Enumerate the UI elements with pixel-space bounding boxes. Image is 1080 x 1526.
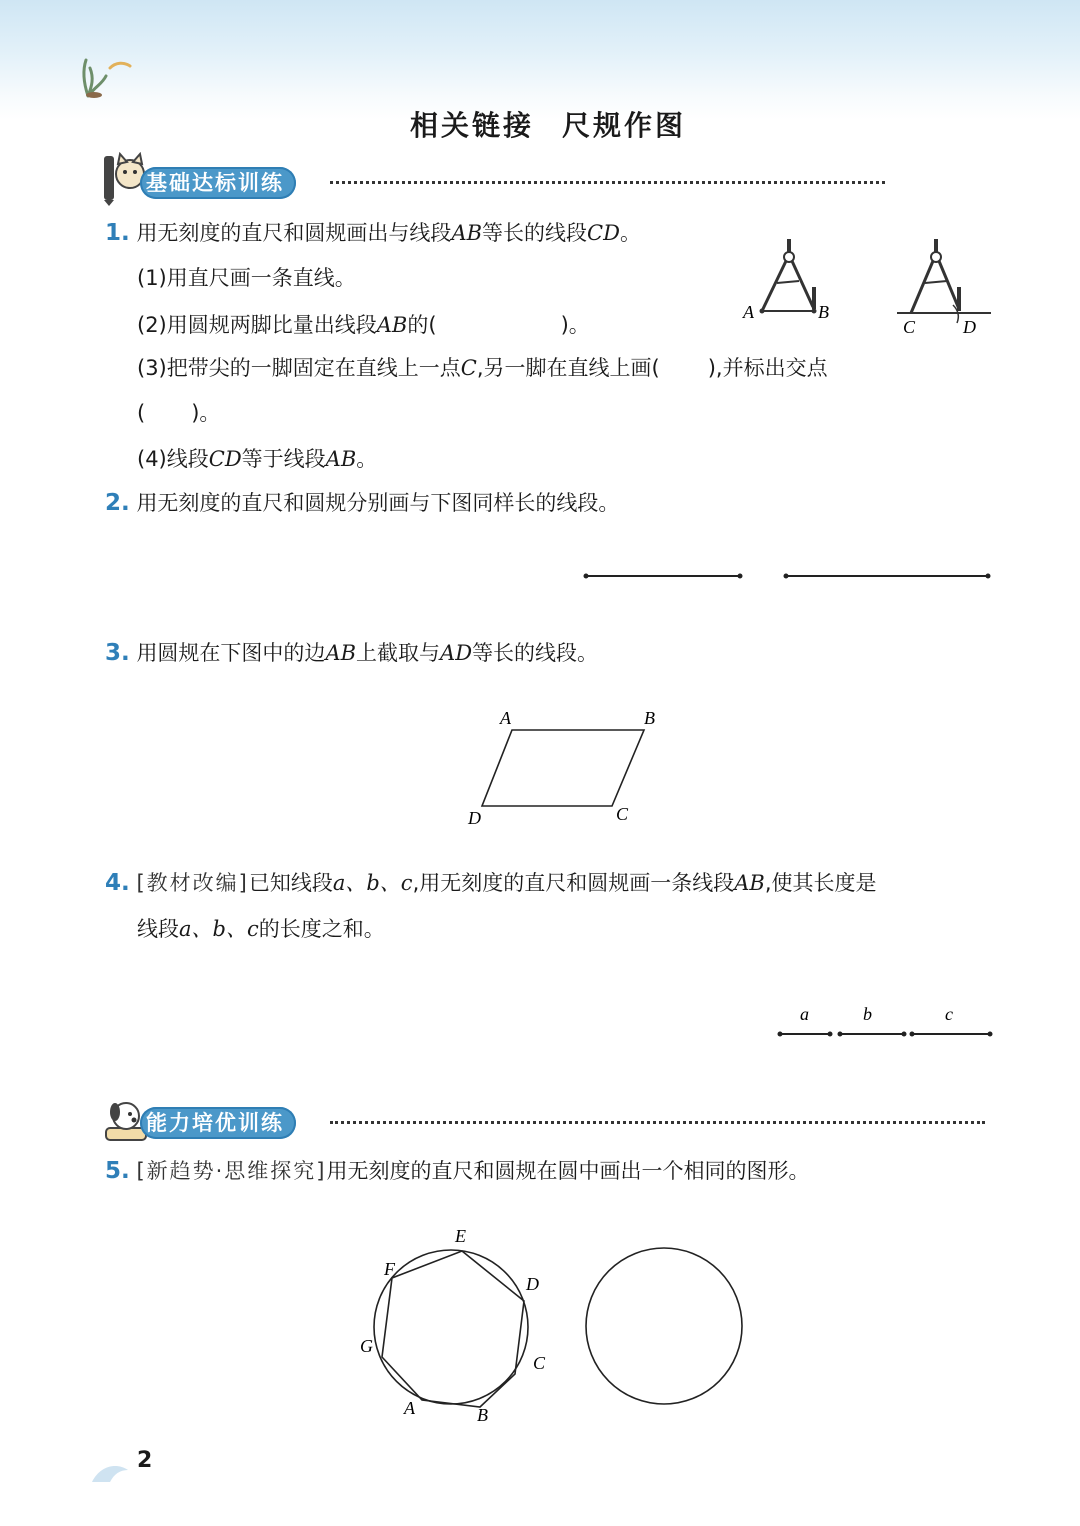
q4-line2-a: 线段 [137,917,179,941]
section2-badge: 能力培优训练 [140,1107,296,1139]
q3-label-b: B [644,708,655,728]
q5-blank-circle[interactable] [586,1248,742,1404]
q2-number: 2. [105,490,130,516]
q1-s3-b: ,另一脚在直线上画( [476,356,660,380]
q1-step1: (1)用直尺画一条直线。 [137,266,356,290]
compass-figure-ab [742,239,829,322]
q1-s2-c: )。 [560,313,590,337]
q4-tag: [教材改编] [136,871,249,895]
q4-number: 4. [105,870,130,896]
q4-abc1: a、b、c [332,871,413,895]
q4-text-c: ,使其长度是 [764,871,877,895]
q2-line [105,488,619,518]
q1-s2-b: 的( [407,313,437,337]
q3-text-a: 用圆规在下图中的边 [136,641,326,665]
q5-figures [350,1220,760,1430]
q3-label-d: D [468,808,481,828]
q5-number: 5. [105,1158,130,1184]
q1-fig-label-c: C [903,317,916,337]
section1-badge: 基础达标训练 [140,167,296,199]
header-band [0,0,1080,120]
q3-ab: AB [325,641,357,665]
q4-abc2: a、b、c [179,917,259,941]
dolphin-icon [88,1456,132,1490]
seaweed-icon [70,50,140,100]
q3-ad: AD [440,641,473,665]
q5-label-e: E [455,1226,466,1246]
title-part2: 尺规作图 [562,109,687,142]
q3-parallelogram [460,700,680,830]
q1-s4-cd: CD [208,447,242,471]
q1-text-c: 。 [619,221,641,245]
q1-fig-label-b: B [818,302,829,322]
q1-step4 [137,444,377,474]
q1-s3-a: (3)把带尖的一脚固定在直线上一点 [137,356,461,380]
page-title [0,104,1080,144]
q1-number: 1. [105,220,130,246]
q4-label-c: c [945,1004,953,1024]
q1-step3-cont [137,398,220,428]
q4-label-a: a [800,1004,809,1024]
q4-text-a: 已知线段 [248,871,333,895]
q5-line [105,1156,810,1186]
q5-label-c: C [533,1353,546,1373]
q3-label-a: A [500,708,511,728]
q1-s2-a: (2)用圆规两脚比量出线段 [137,313,377,337]
q1-s4-c: 。 [356,447,378,471]
q1-figures [735,235,1005,345]
q4-line2 [137,914,385,944]
q1-s3-e: ( [137,401,146,425]
q4-text-b: ,用无刻度的直尺和圆规画一条线段 [412,871,735,895]
q1-s3-c: C [460,356,477,380]
q4-segments [770,1000,1000,1044]
q5-label-a: A [404,1398,415,1418]
q5-tag: [新趋势·思维探究] [136,1159,327,1183]
q2-text: 用无刻度的直尺和圆规分别画与下图同样长的线段。 [136,491,620,515]
q2-segments [580,566,1000,586]
q1-s4-ab: AB [325,447,357,471]
q1-line [105,218,641,248]
q1-fig-label-a: A [743,302,754,322]
q1-fig-label-d: D [963,317,976,337]
q5-label-g: G [360,1336,373,1356]
q1-s4-b: 等于线段 [241,447,326,471]
q1-text-a: 用无刻度的直尺和圆规画出与线段 [136,221,452,245]
q3-text-c: 等长的线段。 [472,641,599,665]
q4-line1 [105,868,877,898]
section1-divider [330,181,885,184]
q3-line [105,638,598,668]
q5-label-b: B [477,1405,488,1425]
q1-step3 [137,353,828,383]
q3-text-b: 上截取与 [356,641,441,665]
q1-text-b: 等长的线段 [482,221,588,245]
q1-step2 [137,310,590,340]
section2-divider [330,1121,985,1124]
q3-label-c: C [616,804,629,824]
q1-ab: AB [451,221,483,245]
q4-line2-b: 的长度之和。 [258,917,385,941]
q1-s3-d: ),并标出交点 [707,356,828,380]
q1-s4-a: (4)线段 [137,447,209,471]
q5-text: 用无刻度的直尺和圆规在圆中画出一个相同的图形。 [326,1159,810,1183]
q1-cd: CD [587,221,620,245]
q5-heptagon-figure [360,1226,546,1425]
q4-label-b: b [863,1004,872,1024]
q3-number: 3. [105,640,130,666]
q5-label-d: D [526,1274,539,1294]
q1-s3-f: )。 [191,401,221,425]
page-number: 2 [137,1448,153,1473]
q1-s2-ab: AB [376,313,408,337]
q4-ab: AB [734,871,765,895]
q5-label-f: F [384,1259,395,1279]
title-part1: 相关链接 [409,109,534,142]
compass-figure-cd [897,239,991,337]
